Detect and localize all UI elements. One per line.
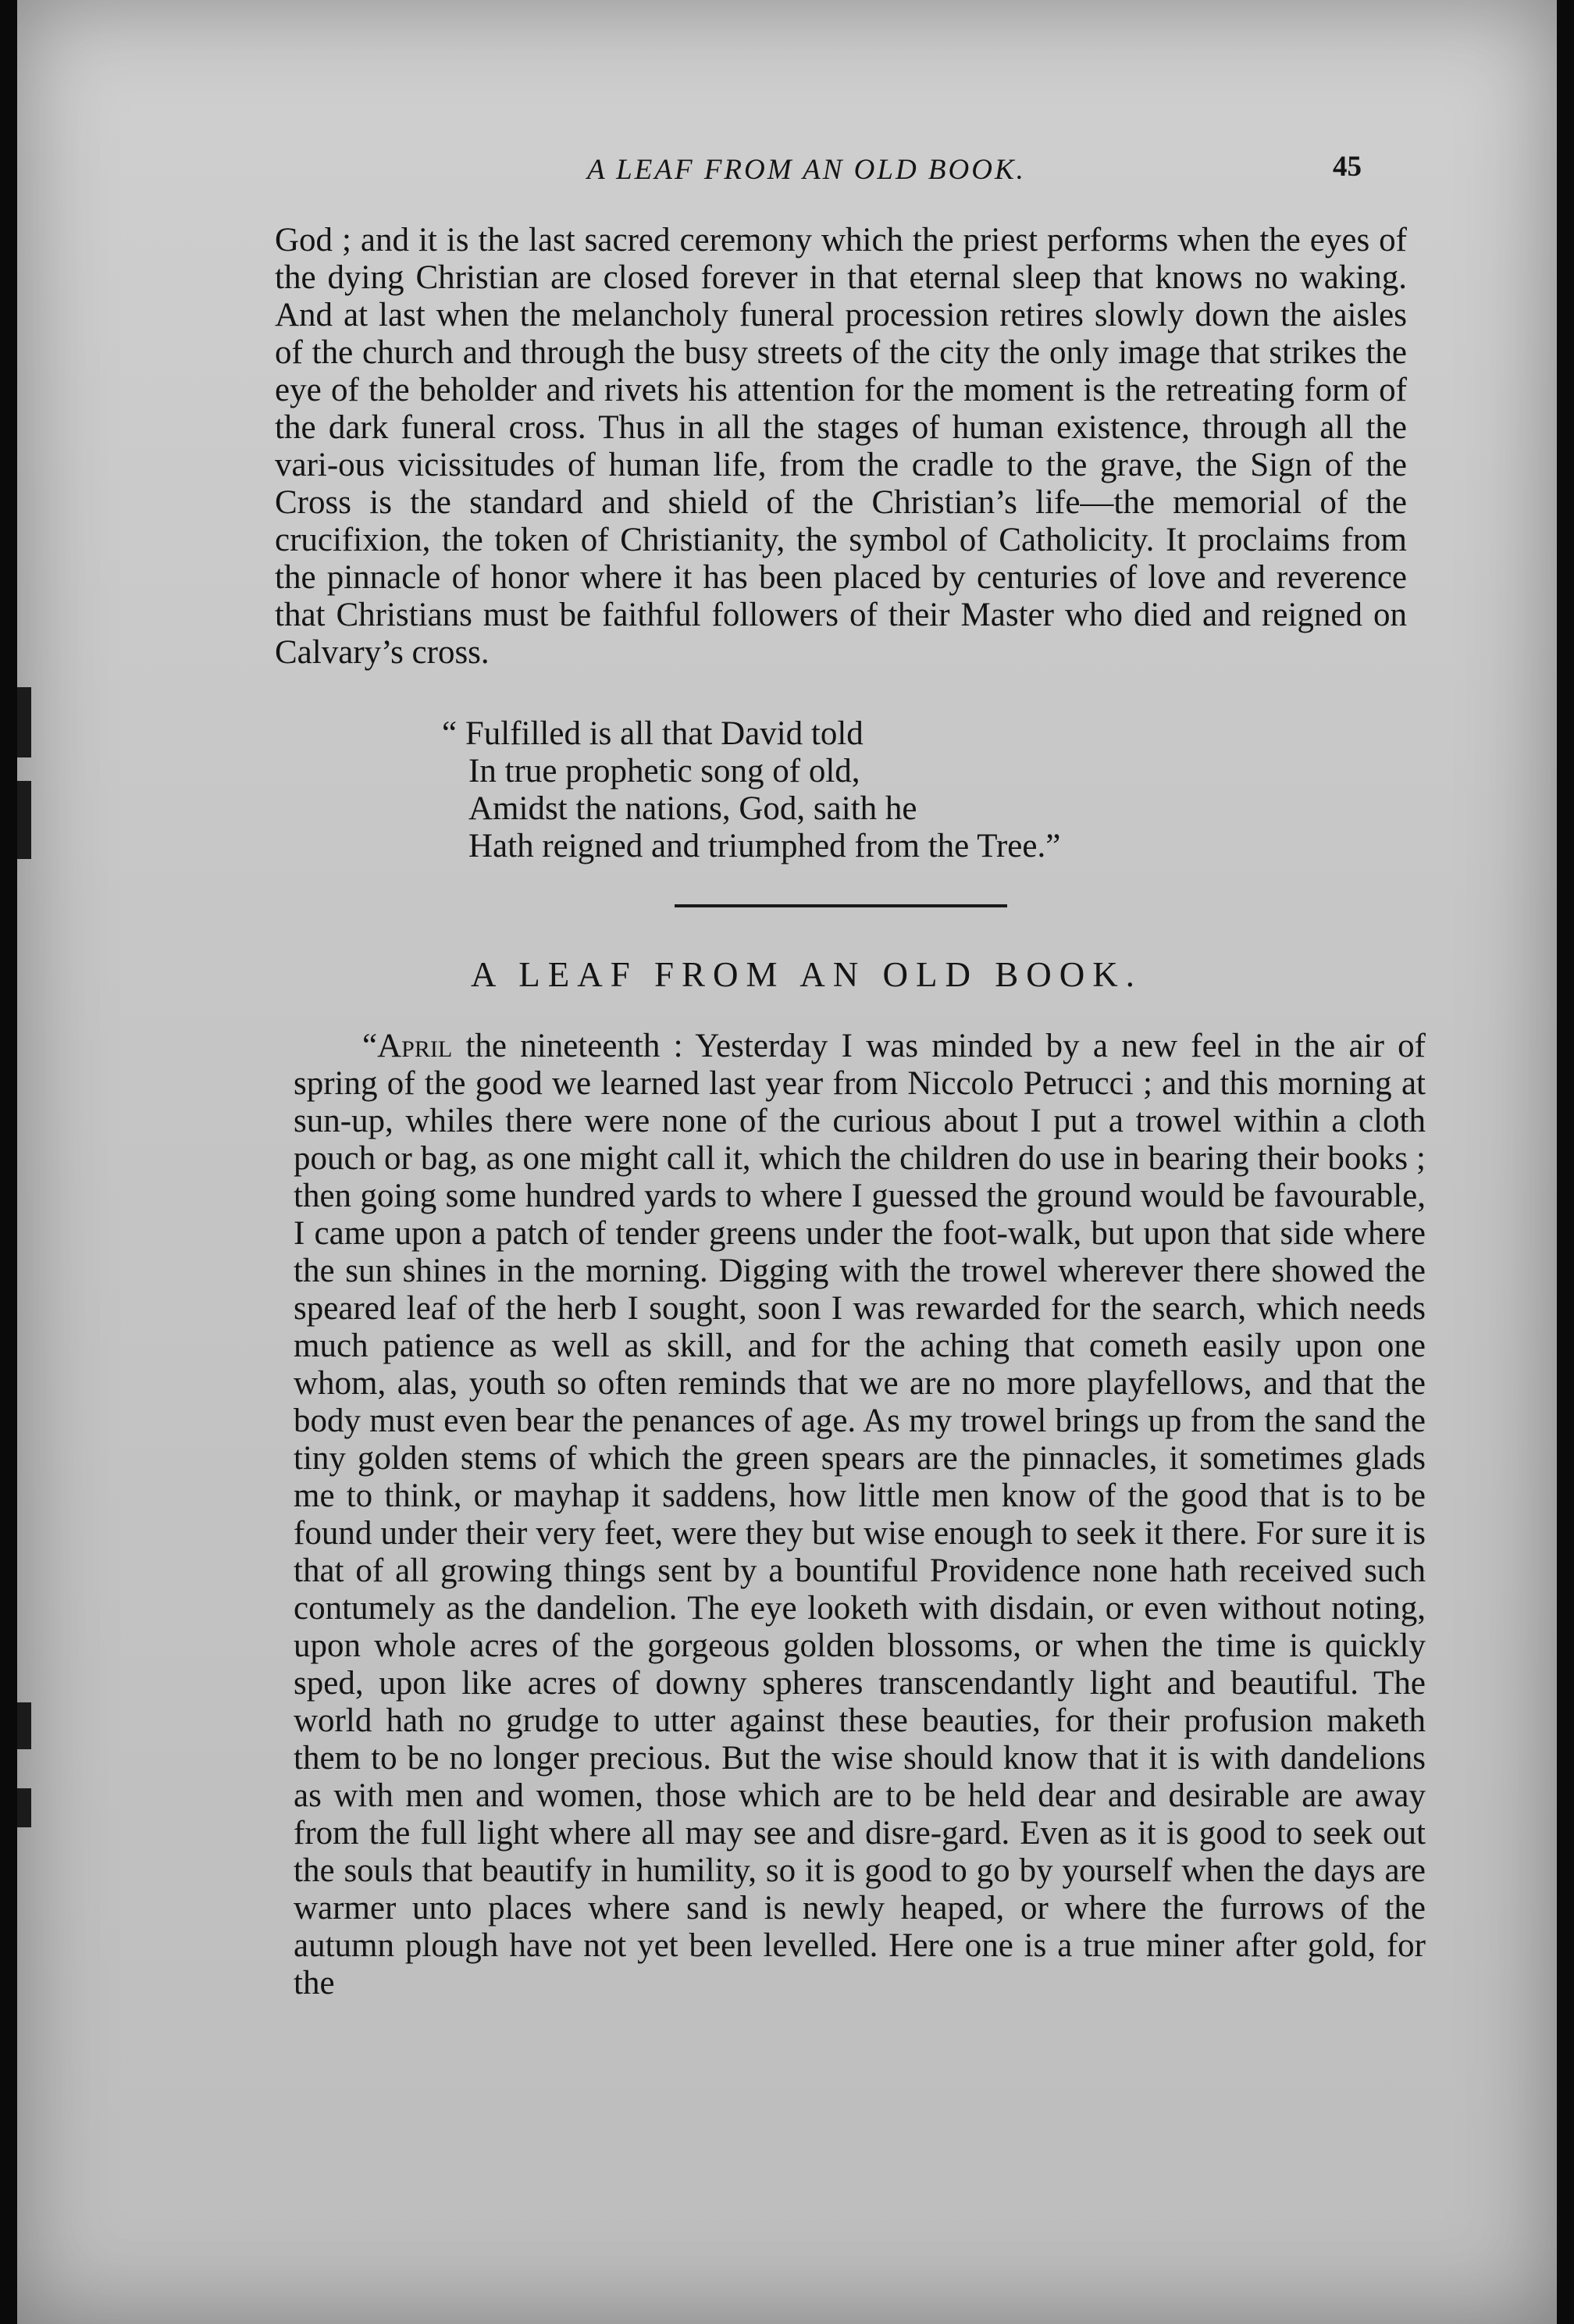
running-title: A LEAF FROM AN OLD BOOK. xyxy=(587,154,1026,186)
article-paragraph xyxy=(294,1028,1426,2002)
poem-quote xyxy=(442,715,1060,865)
opening-word: “April xyxy=(362,1028,453,1064)
binding-mark xyxy=(17,1702,31,1749)
poem-line: Amidst the nations, God, saith he xyxy=(468,790,917,827)
article-title: A LEAF FROM AN OLD BOOK. xyxy=(470,955,1143,994)
poem-line: In true prophetic song of old, xyxy=(468,753,860,790)
book-page xyxy=(17,0,1557,2324)
continued-paragraph: God ; and it is the last sacred ceremony which the priest performs when the eyes of the dying Christian are closed forever in that eternal sleep that knows no waking. And at last when the melancholy funeral procession retires slowly down the aisles of the church and through the busy streets of the city the only image that strikes the eye of the beholder and rivets his attention for the moment is the retreating form of the dark funeral cross. Thus in all the stages of human existence, through all the vari-ous vicissitudes of human life, from the cradle to the grave, the Sign of the Cross is the standard and shield of the Christian’s life—the memorial of the crucifixion, the token of Christianity, the symbol of Catholicity. It proclaims from the pinnacle of honor where it has been placed by centuries of love and reverence that Christians must be faithful followers of their Master who died and reigned on Calvary’s cross. xyxy=(275,222,1407,671)
binding-mark xyxy=(17,1788,31,1827)
poem-line: “ Fulfilled is all that David told xyxy=(442,715,864,752)
section-divider xyxy=(675,904,1007,907)
running-head xyxy=(17,153,1557,192)
article-body: the nineteenth : Yesterday I was minded by a new feel in the air of spring of the good we learned last year from Niccolo Petrucci ; and this morning at sun-up, whiles there were none of the curious about I put a trowel within a cloth pouch or bag, as one might call it, which the children do use in bearing their books ; then going some hundred yards to where I guessed the ground would be favourable, I came upon a patch of tender greens under the foot-walk, but upon that side where the sun shines in the morning. Digging with the trowel wherever there showed the speared leaf of the herb I sought, soon I was rewarded for the search, which needs much patience as well as skill, and for the aching that cometh easily upon one whom, alas, youth so often reminds that we are no more playfellows, and that the body must even bear the penances of age. As my trowel brings up from the sand the tiny golden stems of which the green spears are the pinnacles, it sometimes glads me to think, or mayhap it saddens, how little men know of the good that is to be found under their very feet, were they but wise enough to seek it there. For sure it is that of all growing things sent by a bountiful Providence none hath received such contumely as the dandelion. The eye looketh with disdain, or even without noting, upon whole acres of the gorgeous golden blossoms, or when the time is quickly sped, upon like acres of downy spheres transcendantly light and beautiful. The world hath no grudge to utter against these beauties, for their profusion maketh them to be no longer precious. But the wise should know that it is with dandelions as with men and women, those which are to be held dear and desirable are away from the full light where all may see and disre-gard. Even as it is good to seek out the souls that beautify in humility, so it is good to go by yourself when the days are warmer unto places where sand is newly heaped, or where the furrows of the autumn plough have not yet been levelled. Here one is a true miner after gold, for the xyxy=(294,1028,1426,2001)
binding-mark xyxy=(17,781,31,859)
page-number: 45 xyxy=(1333,151,1362,183)
binding-mark xyxy=(17,687,31,757)
poem-line: Hath reigned and triumphed from the Tree.” xyxy=(468,828,1061,864)
